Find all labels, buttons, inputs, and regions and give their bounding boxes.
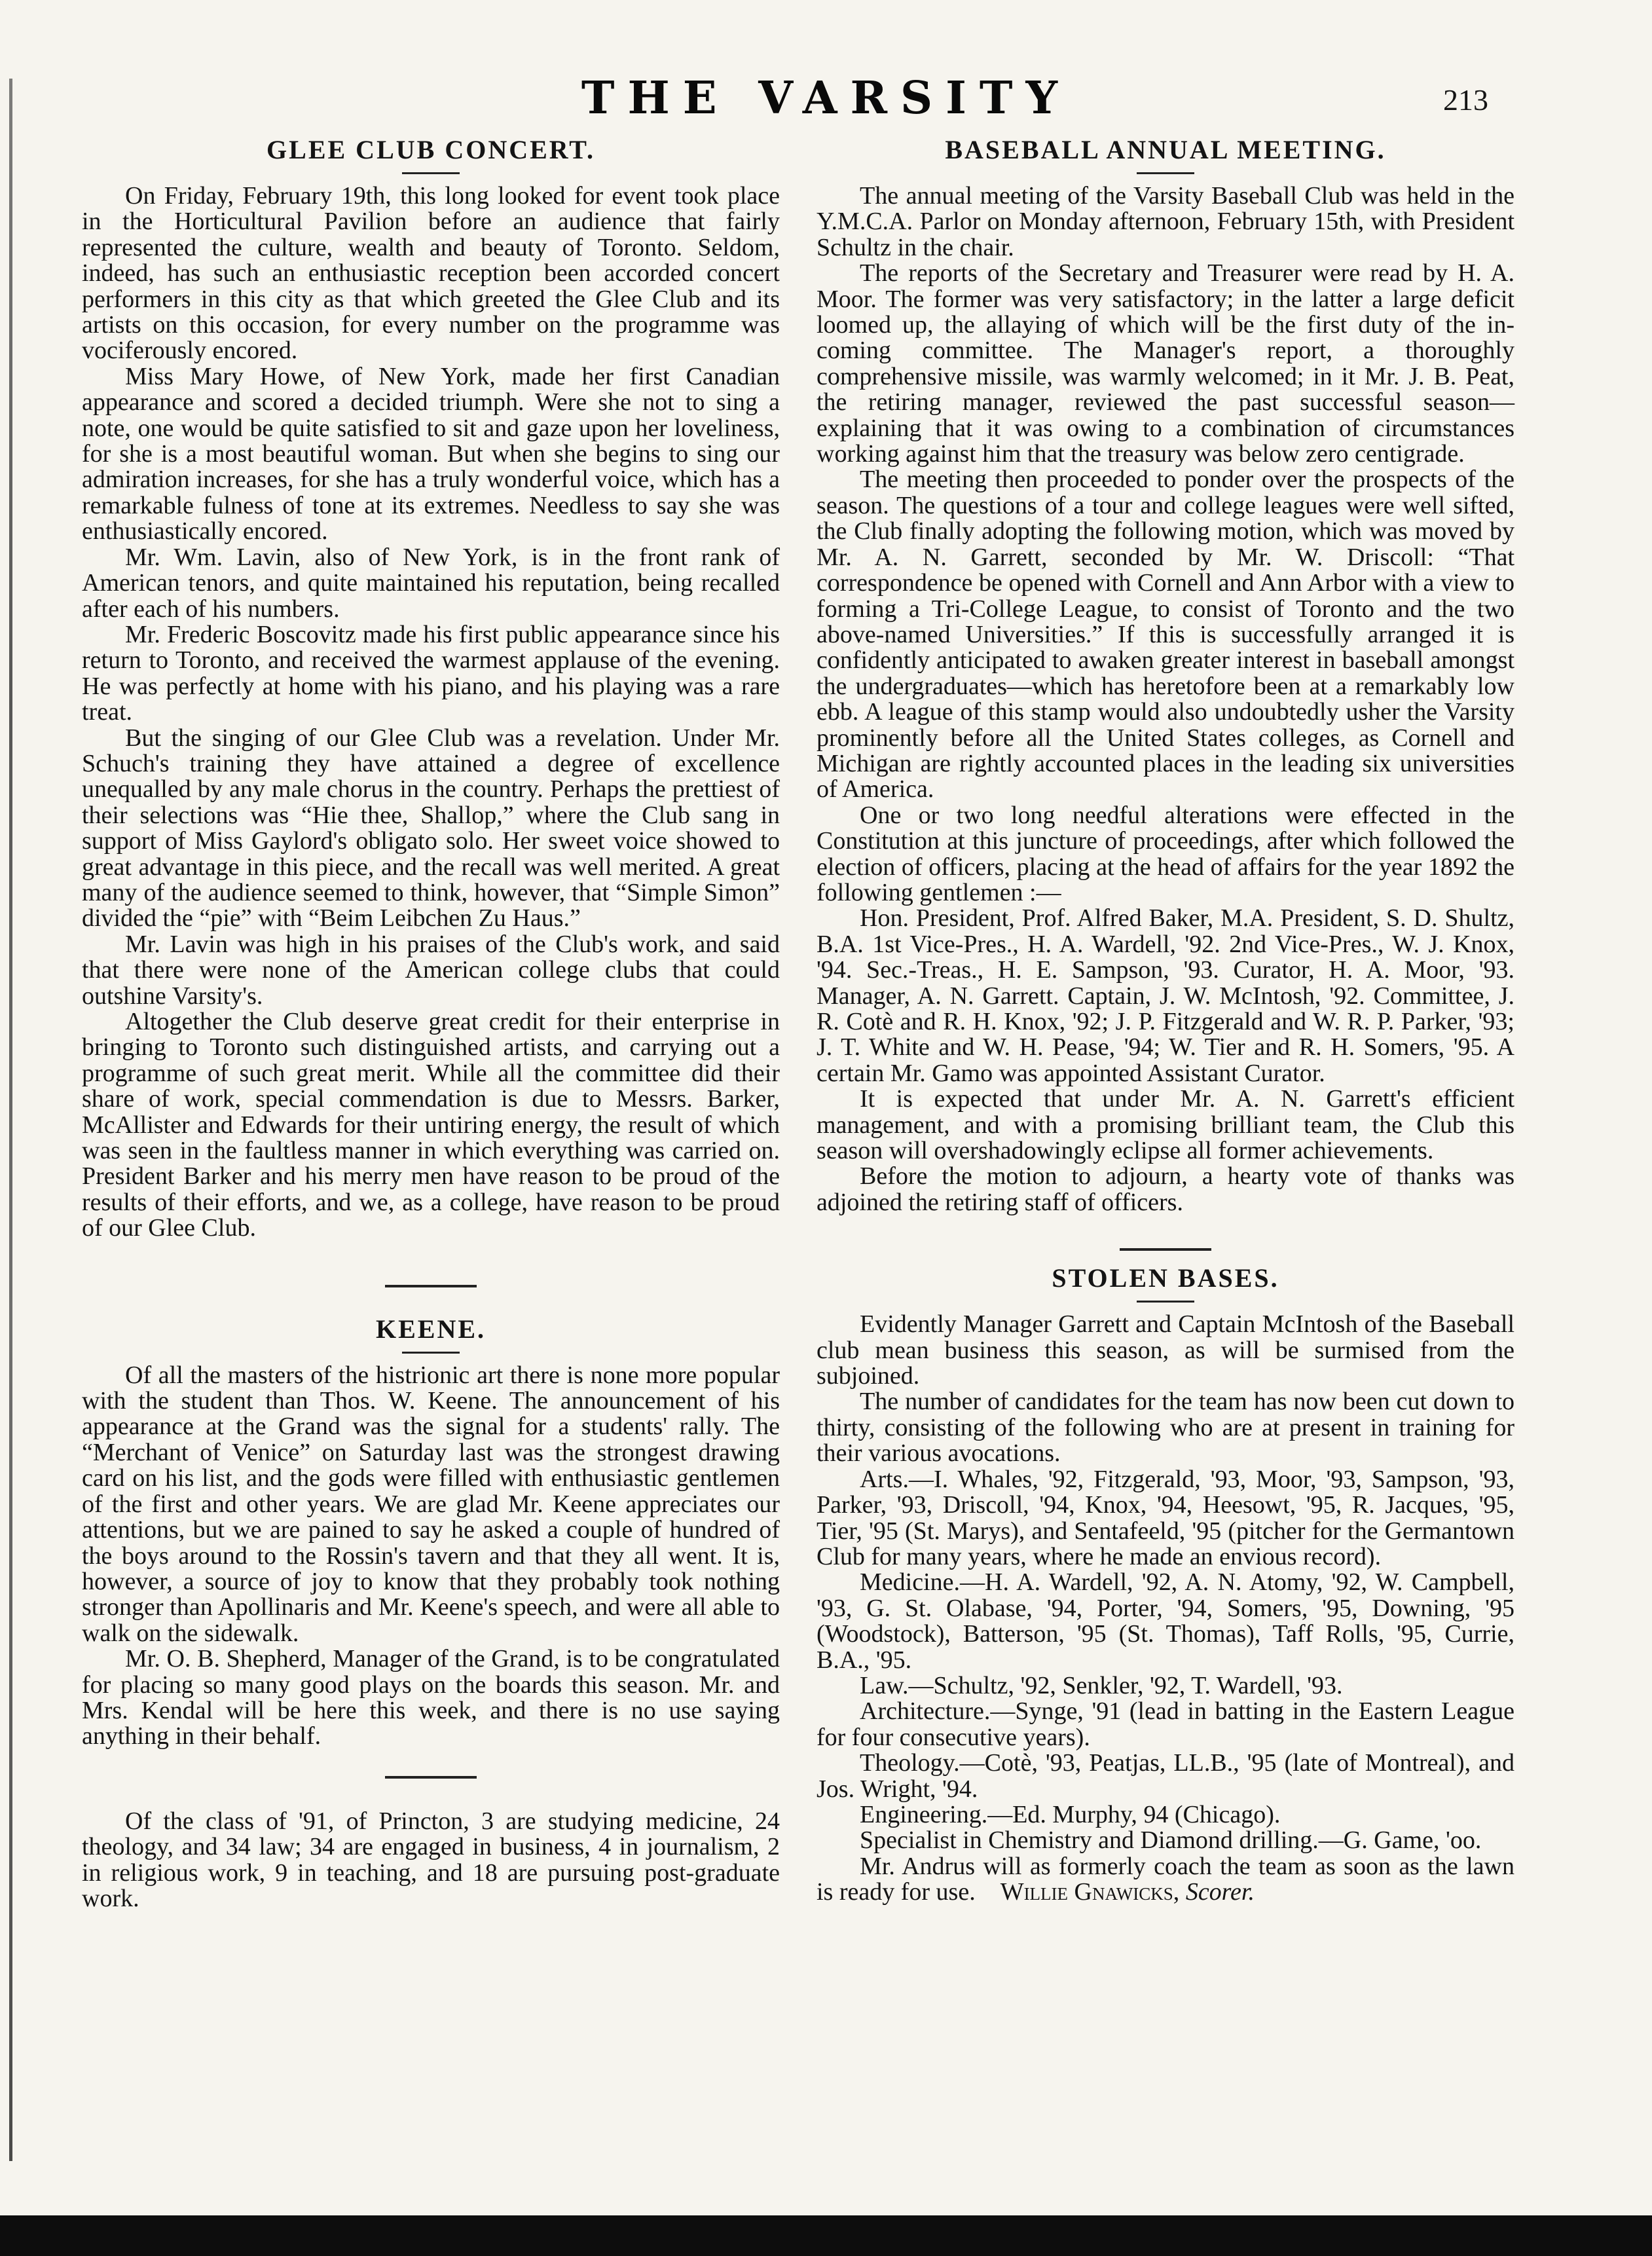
article-paragraph: Altogether the Club deserve great credit for their enterprise in bringing to Toronto such distinguished artists, and carrying out a programme of such great merit. While all the committee did their share of work, special commendation is due to Messrs. Barker, McAllister and Edwards for their untiring energy, the result of which was seen in the faultless manner in which everything was carried on. President Barker and his merry men have reason to be proud of the results of their efforts, and we, as a college, have reason to be proud of our Glee Club.	[82, 1008, 780, 1242]
keene-heading: KEENE.	[375, 1314, 486, 1344]
binding-edge	[9, 79, 12, 2161]
roster-theology: Theology.—Cotè, '93, Peatjas, LL.B., '95 (late of Montreal), and Jos. Wright, '94.	[817, 1749, 1514, 1803]
article-paragraph: It is expected that under Mr. A. N. Garrett's efficient management, and with a promising brilliant team, the Club this season will overshadowingly eclipse all former achievements.	[817, 1085, 1514, 1165]
right-column	[817, 134, 1514, 1906]
roster-engineering: Engineering.—Ed. Murphy, 94 (Chicago).	[860, 1800, 1281, 1828]
signature: Willie Gnawicks,	[1000, 1878, 1180, 1906]
roster-law: Law.—Schultz, '92, Senkler, '92, T. Wardell, '93.	[860, 1671, 1343, 1699]
article-paragraph: The number of candidates for the team has now been cut down to thirty, consisting of the following who are at present in training for their various avocations.	[817, 1388, 1514, 1468]
roster-medicine: Medicine.—H. A. Wardell, '92, A. N. Atomy, '92, W. Campbell, '93, G. St. Olabase, '94, Porter, '94, Somers, '95, Downing, '95 (Woodstock), Batterson, '95 (St. Thomas), Taff Rolls, '95, Currie, B.A., '95.	[817, 1568, 1514, 1674]
article-paragraph: Mr. O. B. Shepherd, Manager of the Grand, is to be congratulated for placing so many good plays on the boards this season. Mr. and Mrs. Kendal will be here this week, and there is no use saying anything in their behalf.	[82, 1645, 780, 1750]
article-paragraph: Miss Mary Howe, of New York, made her first Canadian appearance and scored a decided triumph. Were she not to sing a note, one would be quite satisfied to sit and gaze upon her loveliness, for she is a most beautiful woman. But when she begins to sing our admiration increases, for she has a truly wonderful voice, which has a remarkable fulness of tone at its extremes. Needless to say she was enthusiastically encored.	[82, 362, 780, 546]
article-paragraph: Of all the masters of the histrionic art there is none more popular with the student than Thos. W. Keene. The announcement of his appearance at the Grand was the signal for a students' rally. The “Merchant of Venice” on Saturday last was the strongest drawing card on his list, and the gods were filled with enthusiastic gentlemen of the first and other years. We are glad Mr. Keene appreciates our attentions, but we are pained to say he asked a couple of hundred of the boys around to the Rossin's tavern and that they all went. It is, however, a source of joy to know that they probably took nothing stronger than Apollinaris and Mr. Keene's speech, and were all able to walk on the sidewalk.	[82, 1361, 780, 1647]
article-paragraph: One or two long needful alterations were effected in the Constitution at this juncture of proceedings, after which followed the election of officers, placing at the head of affairs for the year 1892 the following gentlemen :—	[817, 801, 1514, 906]
article-paragraph: The annual meeting of the Varsity Baseball Club was held in the Y.M.C.A. Parlor on Monday afternoon, February 15th, with President Schultz in the chair.	[817, 182, 1514, 261]
left-column	[82, 134, 780, 1912]
article-paragraph: But the singing of our Glee Club was a revelation. Under Mr. Schuch's training they have attained a degree of excellence unequalled by any male chorus in the country. Perhaps the prettiest of their selections was “Hie thee, Shallop,” where the Club sang in support of Miss Gaylord's obligato solo. Her sweet voice showed to great advantage in this piece, and the recall was well merited. A great many of the audience seemed to think, however, that “Simple Simon” divided the “pie” with “Beim Leibchen Zu Haus.”	[82, 724, 780, 933]
heading-rule	[1137, 172, 1194, 174]
heading-rule	[1137, 1301, 1194, 1303]
article-paragraph: On Friday, February 19th, this long looked for event took place in the Horticultural Pavilion before an audience that fairly represented the culture, wealth and beauty of Toronto. Seldom, indeed, has such an enthusiastic reception been accorded concert performers in this city as that which greeted the Glee Club and its artists on this occasion, for every number on the programme was vociferously encored.	[82, 182, 780, 365]
heading-rule	[402, 172, 460, 174]
masthead: THE VARSITY	[581, 72, 1071, 124]
bottom-scan-edge	[0, 2215, 1652, 2256]
stolen-bases-heading: STOLEN BASES.	[1052, 1263, 1279, 1293]
closing-text: Mr. Andrus will as formerly coach the team as soon as the lawn is ready for use.	[817, 1852, 1514, 1906]
article-paragraph: The meeting then proceeded to ponder over the prospects of the season. The questions of a tour and college leagues were well sifted, the Club finally adopting the following motion, which was moved by Mr. A. N. Garrett, seconded by Mr. W. Driscoll: “That correspondence be opened with Cornell and Ann Arbor with a view to forming a Tri-College League, to consist of Toronto and the two above-named Universities.” If this is successfully arranged it is confidently anticipated to awaken greater interest in baseball amongst the undergraduates—which has heretofore been at a remarkably low ebb. A league of this stamp would also undoubtedly usher the Varsity prominently before all the United States colleges, as Cornell and Michigan are rightly accounted places in the leading six universities of America.	[817, 466, 1514, 804]
article-paragraph: Mr. Lavin was high in his praises of the Club's work, and said that there were none of the American college clubs that could outshine Varsity's.	[82, 930, 780, 1010]
princeton-note: Of the class of '91, of Princton, 3 are studying medicine, 24 theology, and 34 law; 34 are engaged in business, 4 in journalism, 2 in religious work, 9 in teaching, and 18 are pursuing post-graduate work.	[82, 1807, 780, 1912]
article-paragraph: The reports of the Secretary and Treasurer were read by H. A. Moor. The former was very satisfactory; in the latter a large deficit loomed up, the allaying of which will be the first duty of the in-coming committee. The Manager's report, a thoroughly comprehensive missile, was warmly welcomed; in it Mr. J. B. Peat, the retiring manager, reviewed the past successful season—explaining that it was owing to a combination of circumstances working against him that the treasury was below zero centigrade.	[817, 259, 1514, 468]
article-paragraph: Evidently Manager Garrett and Captain McIntosh of the Baseball club mean business this season, as will be surmised from the subjoined.	[817, 1310, 1514, 1390]
signature-role: Scorer.	[1185, 1878, 1255, 1906]
article-paragraph: Mr. Frederic Boscovitz made his first public appearance since his return to Toronto, and received the warmest applause of the evening. He was perfectly at home with his piano, and his playing was a rare treat.	[82, 620, 780, 726]
roster-specialist: Specialist in Chemistry and Diamond drilling.—G. Game, 'oo.	[860, 1826, 1482, 1855]
roster-arts: Arts.—I. Whales, '92, Fitzgerald, '93, Moor, '93, Sampson, '93, Parker, '93, Driscoll, '94, Knox, '94, Heesowt, '95, R. Jacques, '95, Tier, '95 (St. Marys), and Sentafeeld, '95 (pitcher for the Germantown Club for many years, where he made an envious record).	[817, 1465, 1514, 1570]
article-paragraph: Before the motion to adjourn, a hearty vote of thanks was adjoined the retiring staff of officers.	[817, 1162, 1514, 1216]
baseball-meeting-heading: BASEBALL ANNUAL MEETING.	[945, 135, 1386, 164]
article-paragraph: Mr. Wm. Lavin, also of New York, is in the front rank of American tenors, and quite maintained his reputation, being recalled after each of his numbers.	[82, 543, 780, 623]
roster-architecture: Architecture.—Synge, '91 (lead in batting in the Eastern League for four consecutive years).	[817, 1697, 1514, 1751]
officers-list: Hon. President, Prof. Alfred Baker, M.A. President, S. D. Shultz, B.A. 1st Vice-Pres., H. A. Wardell, '92. 2nd Vice-Pres., W. J. Knox, '94. Sec.-Treas., H. E. Sampson, '93. Curator, H. A. Moor, '93. Manager, A. N. Garrett. Captain, J. W. McIntosh, '92. Committee, J. R. Cotè and R. H. Knox, '92; J. P. Fitzgerald and W. R. P. Parker, '93; J. T. White and W. H. Pease, '94; W. Tier and R. H. Somers, '95. A certain Mr. Gamo was appointed Assistant Curator.	[817, 904, 1514, 1087]
glee-club-heading: GLEE CLUB CONCERT.	[266, 135, 595, 164]
heading-rule	[402, 1352, 460, 1354]
page-number: 213	[1443, 83, 1488, 117]
closing-paragraph	[817, 1854, 1514, 1906]
